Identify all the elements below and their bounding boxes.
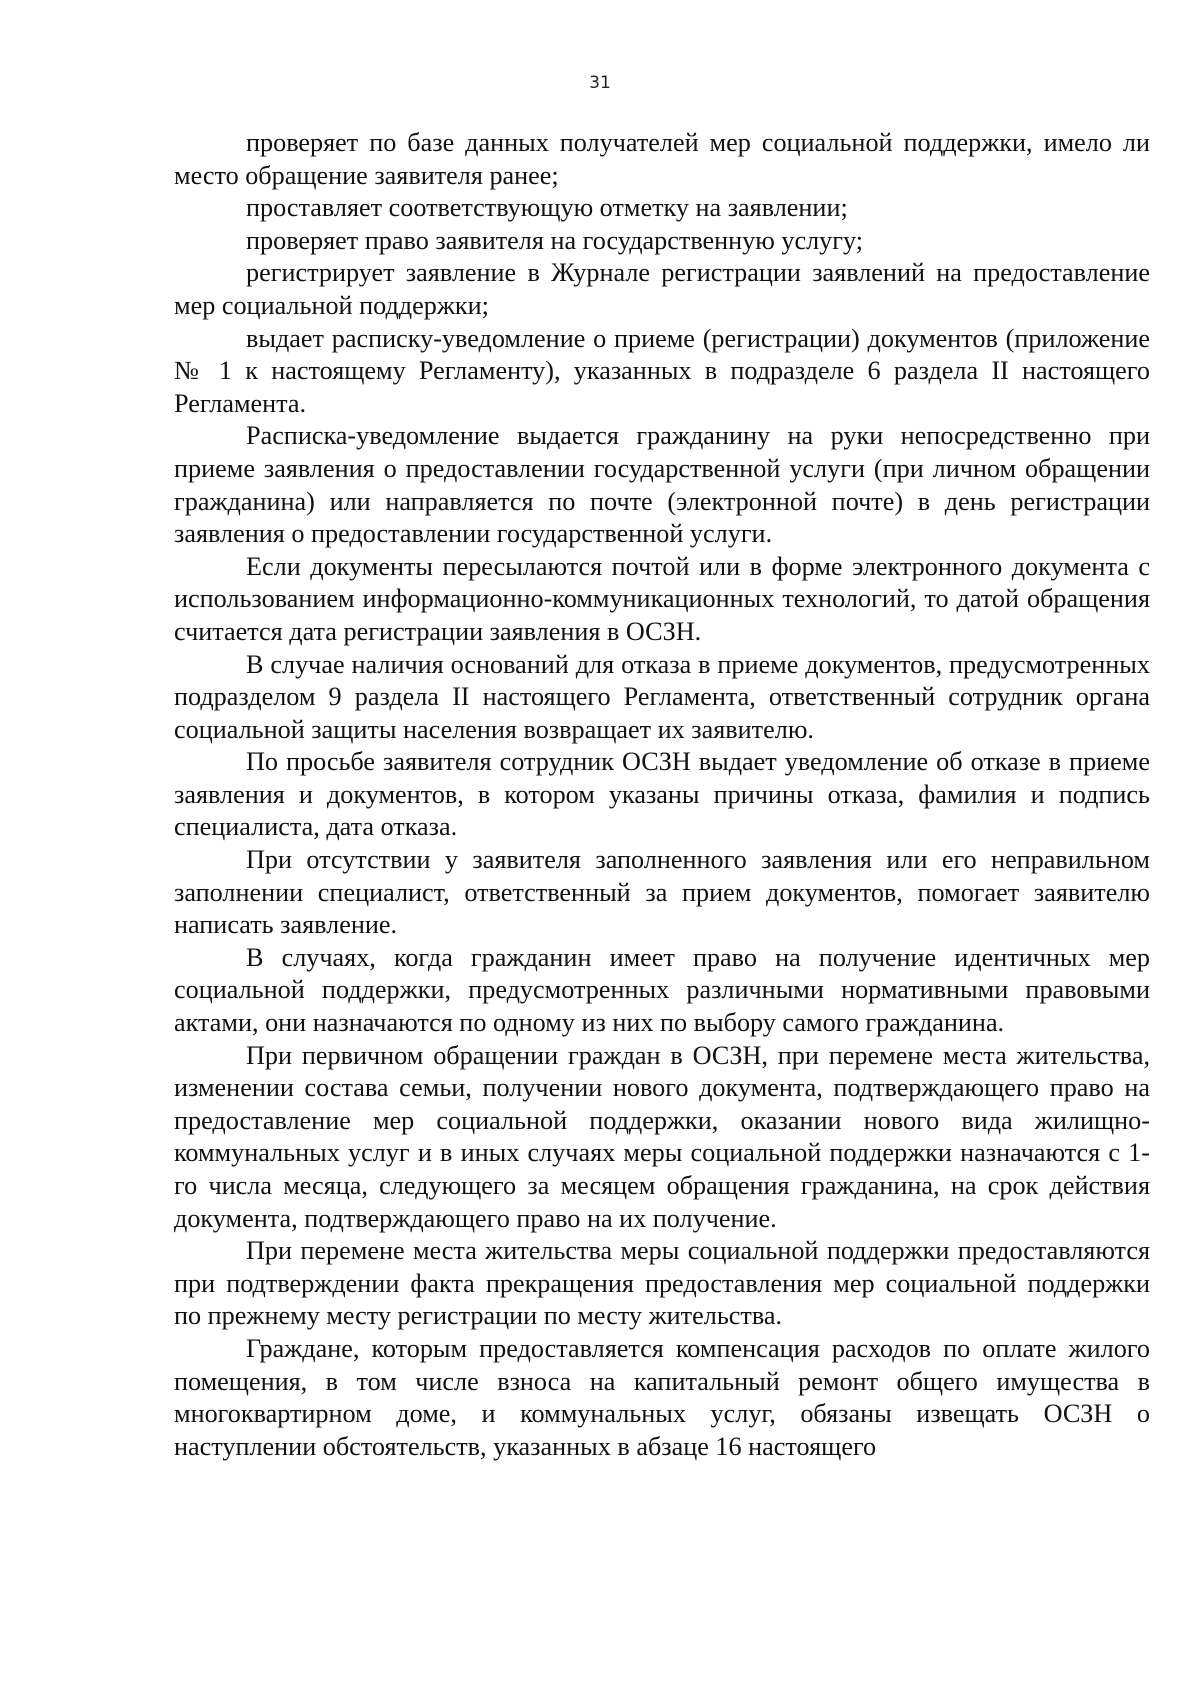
paragraph: Граждане, которым предоставляется компенсация расходов по оплате жилого помещения, в том числе взноса на капитальный ремонт общего имущества в многоквартирном доме, и коммунальных услуг, обязаны извещать ОСЗН о наступлении обстоятельств, указанных в абзаце 16 настоящего xyxy=(174,1333,1150,1461)
paragraph: выдает расписку-уведомление о приеме (регистрации) документов (приложение № 1 к настоящему Регламенту), указанных в подразделе 6 раздела II настоящего Регламента. xyxy=(174,323,1150,418)
paragraph: проверяет по базе данных получателей мер социальной поддержки, имело ли место обращение заявителя ранее; xyxy=(174,128,1150,190)
paragraph: При первичном обращении граждан в ОСЗН, при перемене места жительства, изменении состава семьи, получении нового документа, подтверждающего право на предоставление мер социальной поддержки, оказании нового вида жилищно-коммунальных услуг и в иных случаях меры социальной поддержки назначаются с 1-го числа месяца, следующего за месяцем обращения гражданина, на срок действия документа, подтверждающего право на их получение. xyxy=(174,1040,1150,1233)
paragraph: При перемене места жительства меры социальной поддержки предоставляются при подтверждении факта прекращения предоставления мер социальной поддержки по прежнему месту регистрации по месту жительства. xyxy=(174,1236,1150,1331)
paragraph: По просьбе заявителя сотрудник ОСЗН выдает уведомление об отказе в приеме заявления и документов, в котором указаны причины отказа, фамилия и подпись специалиста, дата отказа. xyxy=(174,747,1150,842)
paragraph: Расписка-уведомление выдается гражданину на руки непосредственно при приеме заявления о предоставлении государственной услуги (при личном обращении гражданина) или направляется по почте (электронной почте) в день регистрации заявления о предоставлении государственной услуги. xyxy=(174,421,1150,549)
paragraph: В случаях, когда гражданин имеет право на получение идентичных мер социальной поддержки, предусмотренных различными нормативными правовыми актами, они назначаются по одному из них по выбору самого гражданина. xyxy=(174,942,1150,1038)
paragraph: регистрирует заявление в Журнале регистрации заявлений на предоставление мер социальной поддержки; xyxy=(174,258,1150,320)
paragraph: проверяет право заявителя на государственную услугу; xyxy=(246,225,864,255)
paragraph: При отсутствии у заявителя заполненного заявления или его неправильном заполнении специалист, ответственный за прием документов, помогает заявителю написать заявление. xyxy=(174,845,1150,940)
paragraph: проставляет соответствующую отметку на заявлении; xyxy=(246,193,848,223)
document-body xyxy=(174,127,1150,1463)
page-number: 31 xyxy=(589,73,611,93)
paragraph: Если документы пересылаются почтой или в форме электронного документа с использованием информационно-коммуникационных технологий, то датой обращения считается дата регистрации заявления в ОСЗН. xyxy=(174,551,1150,646)
paragraph: В случае наличия оснований для отказа в приеме документов, предусмотренных подразделом 9 раздела II настоящего Регламента, ответственный сотрудник органа социальной защиты населения возвращает их заявителю. xyxy=(174,649,1150,744)
